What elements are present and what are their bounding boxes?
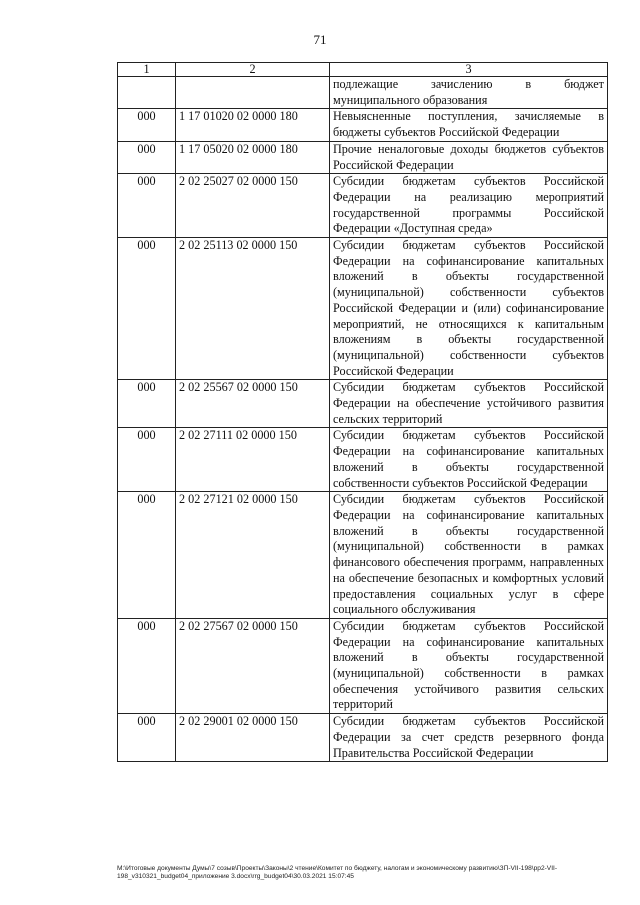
file-path-footer xyxy=(117,865,617,881)
admin-code-cell: 000 xyxy=(118,492,176,619)
description-cell: Субсидии бюджетам субъектов Российской Федерации на софинансирование капитальных вложений в объекты государственной (муниципальной) собственности субъектов Российской Федерации и (или) софинансирование мероприятий, не относящихся к капитальным вложениям в объекты государственной (муниципальной) собственности субъектов Российской Федерации xyxy=(330,238,608,380)
admin-code-cell: 000 xyxy=(118,238,176,380)
footer-line-1: M:\Итоговые документы Думы\7 созыв\Проекты\Законы\2 чтение\Комитет по бюджету, налогам и экономическому развитию\ЗП-VII-198\рр2-VII- xyxy=(117,865,558,872)
description-cell: подлежащие зачислению в бюджет муниципального образования xyxy=(330,77,608,109)
budget-code-cell: 2 02 29001 02 0000 150 xyxy=(176,714,330,762)
table-header-row xyxy=(118,63,608,77)
table-row xyxy=(118,714,608,762)
admin-code-cell: 000 xyxy=(118,714,176,762)
admin-code-cell: 000 xyxy=(118,428,176,492)
budget-code-cell xyxy=(176,77,330,109)
admin-code-cell: 000 xyxy=(118,174,176,238)
column-header-1: 1 xyxy=(118,63,176,77)
description-cell: Субсидии бюджетам субъектов Российской Федерации на обеспечение устойчивого развития сельских территорий xyxy=(330,380,608,428)
table-row xyxy=(118,238,608,380)
column-header-2: 2 xyxy=(176,63,330,77)
admin-code-cell: 000 xyxy=(118,380,176,428)
budget-code-cell: 1 17 05020 02 0000 180 xyxy=(176,141,330,173)
footer-line-2: 198_v310321_budget04_приложение 3.docx\rrg_budget04\30.03.2021 15:07:45 xyxy=(117,873,354,880)
budget-code-cell: 2 02 25567 02 0000 150 xyxy=(176,380,330,428)
admin-code-cell: 000 xyxy=(118,618,176,713)
description-cell: Субсидии бюджетам субъектов Российской Федерации на софинансирование капитальных вложений в объекты государственной (муниципальной) собственности в рамках обеспечения устойчивого развития сельских территорий xyxy=(330,618,608,713)
budget-code-cell: 2 02 27567 02 0000 150 xyxy=(176,618,330,713)
table-row xyxy=(118,380,608,428)
budget-code-cell: 2 02 27111 02 0000 150 xyxy=(176,428,330,492)
budget-code-cell: 1 17 01020 02 0000 180 xyxy=(176,109,330,141)
table-row xyxy=(118,141,608,173)
description-cell: Субсидии бюджетам субъектов Российской Федерации за счет средств резервного фонда Правительства Российской Федерации xyxy=(330,714,608,762)
description-cell: Невыясненные поступления, зачисляемые в бюджеты субъектов Российской Федерации xyxy=(330,109,608,141)
table-row xyxy=(118,174,608,238)
table-row xyxy=(118,109,608,141)
table-row xyxy=(118,618,608,713)
table-row xyxy=(118,492,608,619)
description-cell: Субсидии бюджетам субъектов Российской Федерации на реализацию мероприятий государственной программы Российской Федерации «Доступная среда» xyxy=(330,174,608,238)
admin-code-cell xyxy=(118,77,176,109)
description-cell: Прочие неналоговые доходы бюджетов субъектов Российской Федерации xyxy=(330,141,608,173)
revenue-codes-table xyxy=(117,62,608,762)
description-cell: Субсидии бюджетам субъектов Российской Федерации на софинансирование капитальных вложений в объекты государственной (муниципальной) собственности в рамках финансового обеспечения программ, направленных на обеспечение безопасных и комфортных условий предоставления социальных услуг в сфере социального обслуживания xyxy=(330,492,608,619)
table-row xyxy=(118,428,608,492)
budget-code-cell: 2 02 27121 02 0000 150 xyxy=(176,492,330,619)
column-header-3: 3 xyxy=(330,63,608,77)
table-row xyxy=(118,77,608,109)
page-number: 71 xyxy=(313,32,327,47)
admin-code-cell: 000 xyxy=(118,109,176,141)
budget-code-cell: 2 02 25027 02 0000 150 xyxy=(176,174,330,238)
admin-code-cell: 000 xyxy=(118,141,176,173)
description-cell: Субсидии бюджетам субъектов Российской Федерации на софинансирование капитальных вложений в объекты государственной собственности субъектов Российской Федерации xyxy=(330,428,608,492)
budget-code-cell: 2 02 25113 02 0000 150 xyxy=(176,238,330,380)
